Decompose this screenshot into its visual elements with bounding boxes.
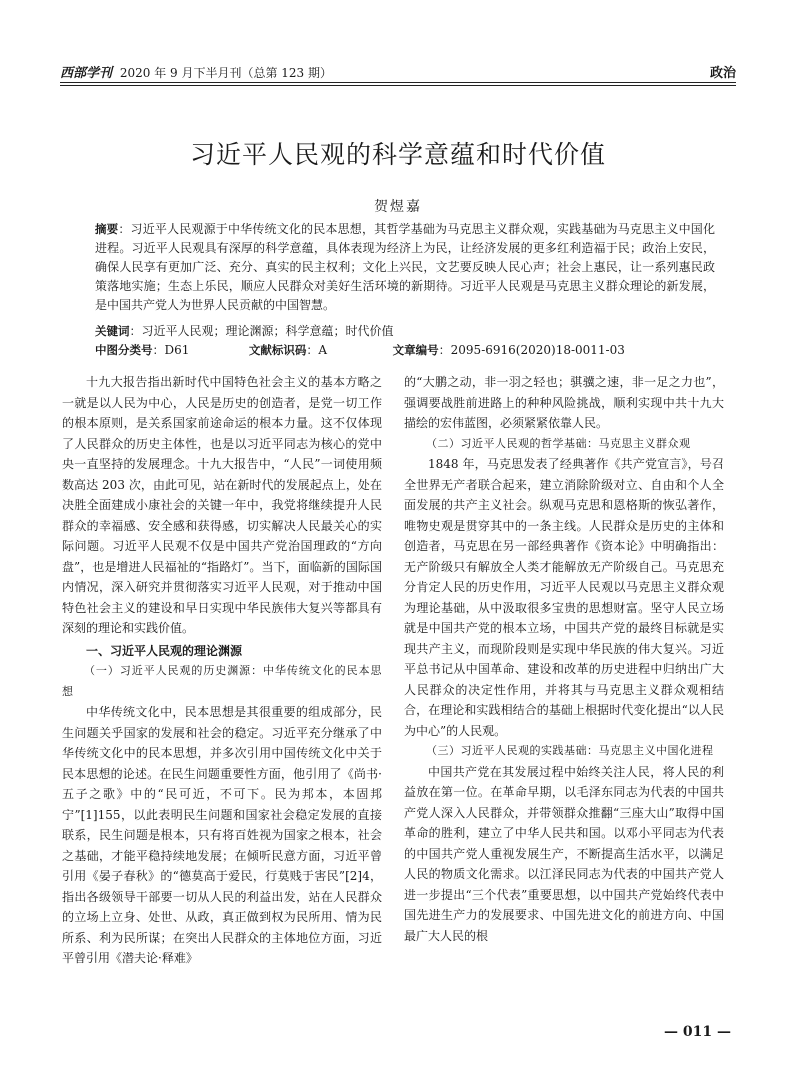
abstract-label: 摘要: [95, 222, 119, 236]
article-no-value: ：2095-6916(2020)18-0011-03: [438, 343, 625, 357]
paragraph: 中国共产党在其发展过程中始终关注人民，将人民的利益放在第一位。在革命早期，以毛泽东同志为代表的中国共产党人深入人民群众，并带领群众推翻“三座大山”取得中国革命的胜利，建立了中华人民共和国。以邓小平同志为代表的中国共产党人重视发展生产，不断提高生活水平，以满足人民的物质文化需求。以江泽民同志为代表的中国共产党人进一步提出“三个代表”重要思想，以中国共产党始终代表中国先进生产力的发展要求、中国先进文化的前进方向、中国最广大人民的根: [404, 764, 724, 943]
page-number: — 011 —: [664, 1024, 731, 1040]
paragraph: 1848 年，马克思发表了经典著作《共产党宣言》，号召全世界无产者联合起来，建立消除阶级对立、自由和个人全面发展的共产主义社会。纵观马克思和恩格斯的恢弘著作，唯物史观是贯穿其中的一条主线。人民群众是历史的主体和创造者，马克思在另一部经典著作《资本论》中明确指出：无产阶级只有解放全人类才能解放无产阶级自己。马克思充分肯定人民的历史作用，习近平人民观以马克思主义群众观为理论基础，从中汲取很多宝贵的思想财富。坚守人民立场就是中国共产党的根本立场，中国共产党的最终目标就是实现共产主义，而现阶段则是实现中华民族的伟大复兴。习近平总书记从中国革命、建设和改革的历史进程中归纳出广大人民群众的决定性作用，并将其与马克思主义群众观相结合，在理论和实践相结合的基础上根据时代变化提出“以人民为中心”的人民观。: [404, 457, 724, 738]
paragraph: 中华传统文化中，民本思想是其很重要的组成部分，民生问题关乎国家的发展和社会的稳定。习近平充分继承了中华传统文化中的民本思想，并多次引用中国传统文化中关于民本思想的论述。在民生问题重要性方面，他引用了《尚书·五子之歌》中的“民可近，不可下。民为邦本，本固邦宁”[1]155，以此表明民生问题和国家社会稳定发展的直接联系，民生问题是根本，只有将百姓视为国家之根本，社会之基础，才能平稳持续地发展；在倾听民意方面，习近平曾引用《晏子春秋》的“德莫高于爱民，行莫贱于害民”[2]4，指出各级领导干部要一切从人民的利益出发，站在人民群众的立场上立身、处世、从政，真正做到权为民所用、情为民所系、利为民所谋；在突出人民群众的主体地位方面，习近平曾引用《潜夫论·释难》: [62, 705, 382, 965]
clc-label: 中图分类号: [95, 343, 153, 357]
article-meta: [95, 322, 715, 360]
keywords-row: [95, 322, 715, 341]
body-column-right: [404, 372, 724, 946]
abstract-text: ：习近平人民观源于中华传统文化的民本思想，其哲学基础为马克思主义群众观，实践基础为马克思主义中国化进程。习近平人民观具有深厚的科学意蕴，具体表现为经济上为民，让经济发展的更多红利造福于民；政治上安民，确保人民享有更加广泛、充分、真实的民主权利；文化上兴民，文艺要反映人民心声；社会上惠民，让一系列惠民政策落地实施；生态上乐民，顺应人民群众对美好生活环境的新期待。习近平人民观是马克思主义群众理论的新发展，是中国共产党人为世界人民贡献的中国智慧。: [95, 222, 715, 312]
article-no-field: [393, 341, 625, 360]
doc-code-value: ：A: [306, 343, 327, 357]
paragraph: 的“大鹏之动，非一羽之轻也；骐骥之速，非一足之力也”，强调要战胜前进路上的种种风险挑战，顺利实现中共十九大描绘的宏伟蓝图，必须紧紧依靠人民。: [404, 375, 724, 430]
body-column-left: [62, 372, 382, 969]
classification-row: [95, 341, 715, 360]
keywords-label: 关键词: [95, 324, 130, 338]
article-no-label: 文章编号: [392, 343, 439, 357]
header-rule: [60, 82, 736, 83]
clc-value: ：D61: [152, 343, 190, 357]
section-heading: 一、习近平人民观的理论渊源: [86, 643, 243, 658]
author-name: 贺煜嘉: [374, 199, 422, 215]
issue-info: 2020 年 9 月下半月刊（总第 123 期）: [119, 66, 332, 80]
clc-field: [95, 341, 245, 360]
subsection-heading: （一）习近平人民观的历史渊源：中华传统文化的民本思想: [62, 664, 382, 698]
abstract: [95, 220, 715, 315]
running-header: [60, 60, 736, 82]
subsection-heading: （二）习近平人民观的哲学基础：马克思主义群众观: [426, 436, 691, 450]
section-label: 政治: [709, 66, 736, 81]
keywords-text: ：习近平人民观；理论渊源；科学意蕴；时代价值: [129, 324, 394, 338]
article-title: 习近平人民观的科学意蕴和时代价值: [189, 140, 606, 169]
header-rule-thin: [60, 85, 736, 86]
journal-name: 西部学刊: [60, 66, 113, 81]
doc-code-field: [249, 341, 389, 360]
subsection-heading: （三）习近平人民观的实践基础：马克思主义中国化进程: [426, 744, 714, 757]
journal-info: [60, 62, 332, 81]
paragraph: 十九大报告指出新时代中国特色社会主义的基本方略之一就是以人民为中心，人民是历史的创造者，是党一切工作的根本原则，是关系国家前途命运的根本力量。这不仅体现了人民群众的历史主体性，也是以习近平同志为核心的党中央一直坚持的发展理念。十九大报告中，“人民”一词使用频数高达 203 次，由此可见，站在新时代的发展起点上，处在决胜全面建成小康社会的关键一年中，我党将继续提升人民群众的幸福感、安全感和获得感，切实解决人民最关心的实际问题。习近平人民观不仅是中国共产党治国理政的“方向盘”，也是增进人民福祉的“指路灯”。当下，面临新的国际国内情况，深入研究并贯彻落实习近平人民观，对于推动中国特色社会主义的建设和早日实现中华民族伟大复兴等都具有深刻的理论和实践价值。: [62, 375, 382, 635]
doc-code-label: 文献标识码: [248, 343, 307, 357]
